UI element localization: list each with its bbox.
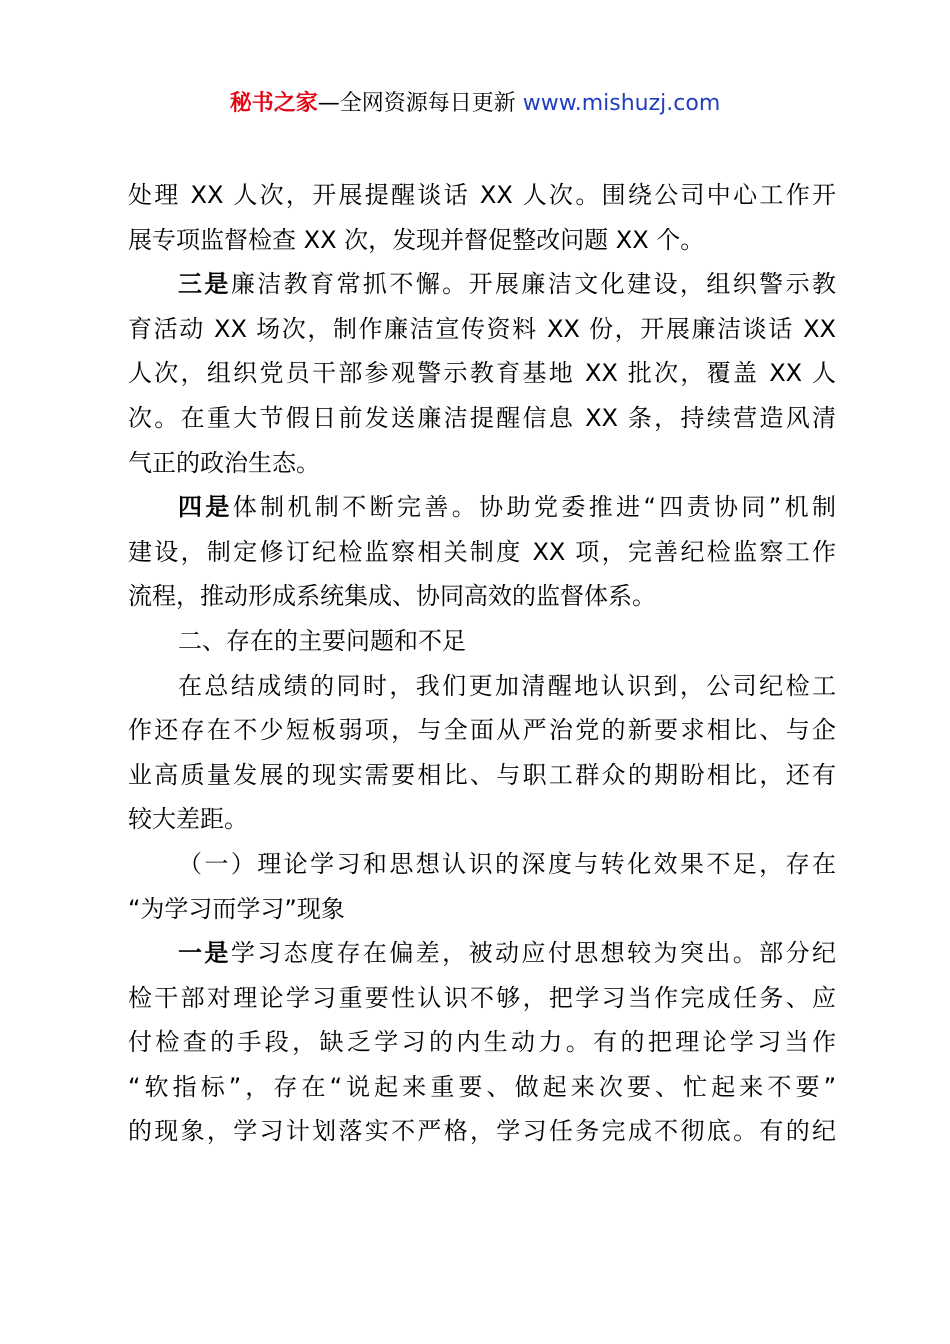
text-line: 检干部对理论学习重要性认识不够，把学习当作完成任务、应 [128,983,836,1012]
text-line: 气正的政治生态。 [128,448,320,477]
paragraph-integrity-education [128,262,836,485]
heading-text: （一）理论学习和思想认识的深度与转化效果不足，存在 [178,849,836,878]
text-line: 流程，推动形成系统集成、协同高效的监督体系。 [128,582,656,611]
header-slogan: —全网资源每日更新 [317,91,523,116]
text-line: “软指标”，存在“说起来重要、做起来次要、忙起来不要” [128,1072,836,1101]
text-span: 廉洁教育常抓不懈。开展廉洁文化建设，组织警示教 [230,270,836,299]
page-header [0,86,950,122]
paragraph-problems-intro [128,664,836,842]
text-line: 处理 XX 人次，开展提醒谈话 XX 人次。围绕公司中心工作开 [128,181,836,209]
text-line: 人次，组织党员干部参观警示教育基地 XX 批次，覆盖 XX 人 [128,359,836,388]
subsection-heading [128,842,836,931]
paragraph-lead: 一是 [178,939,231,968]
text-line: 的现象，学习计划落实不严格，学习任务完成不彻底。有的纪 [128,1117,836,1146]
text-line: 较大差距。 [128,805,248,834]
text-span: 学习态度存在偏差，被动应付思想较为突出。部分纪 [230,939,836,968]
text-line: 展专项监督检查 XX 次，发现并督促整改问题 XX 个。 [128,225,705,254]
text-line: 付检查的手段，缺乏学习的内生动力。有的把理论学习当作 [128,1028,836,1057]
text-line: 作还存在不少短板弱项，与全面从严治党的新要求相比、与企 [128,716,836,745]
heading-text: “为学习而学习”现象 [128,894,345,923]
text-line [128,485,836,530]
text-line: 育活动 XX 场次，制作廉洁宣传资料 XX 份，开展廉洁谈话 XX [128,314,836,343]
paragraph-supervision [128,173,836,262]
section-heading [128,619,836,664]
text-span: 体制机制不断完善。协助党委推进“四责协同”机制 [232,493,836,522]
text-line [128,931,836,976]
paragraph-learning-attitude [128,931,836,1154]
document-body [128,173,836,1154]
text-line: 在总结成绩的同时，我们更加清醒地认识到，公司纪检工 [178,671,836,700]
text-line: 次。在重大节假日前发送廉洁提醒信息 XX 条，持续营造风清 [128,403,836,432]
heading-text: 二、存在的主要问题和不足 [178,626,466,655]
website-link[interactable]: www.mishuzj.com [522,91,721,116]
paragraph-mechanisms [128,485,836,619]
brand-name: 秘书之家 [229,91,318,116]
paragraph-lead: 四是 [178,493,233,522]
text-line: 业高质量发展的现实需要相比、与职工群众的期盼相比，还有 [128,760,836,789]
text-line [128,262,836,307]
text-line: 建设，制定修订纪检监察相关制度 XX 项，完善纪检监察工作 [128,537,836,566]
paragraph-lead: 三是 [178,270,231,299]
